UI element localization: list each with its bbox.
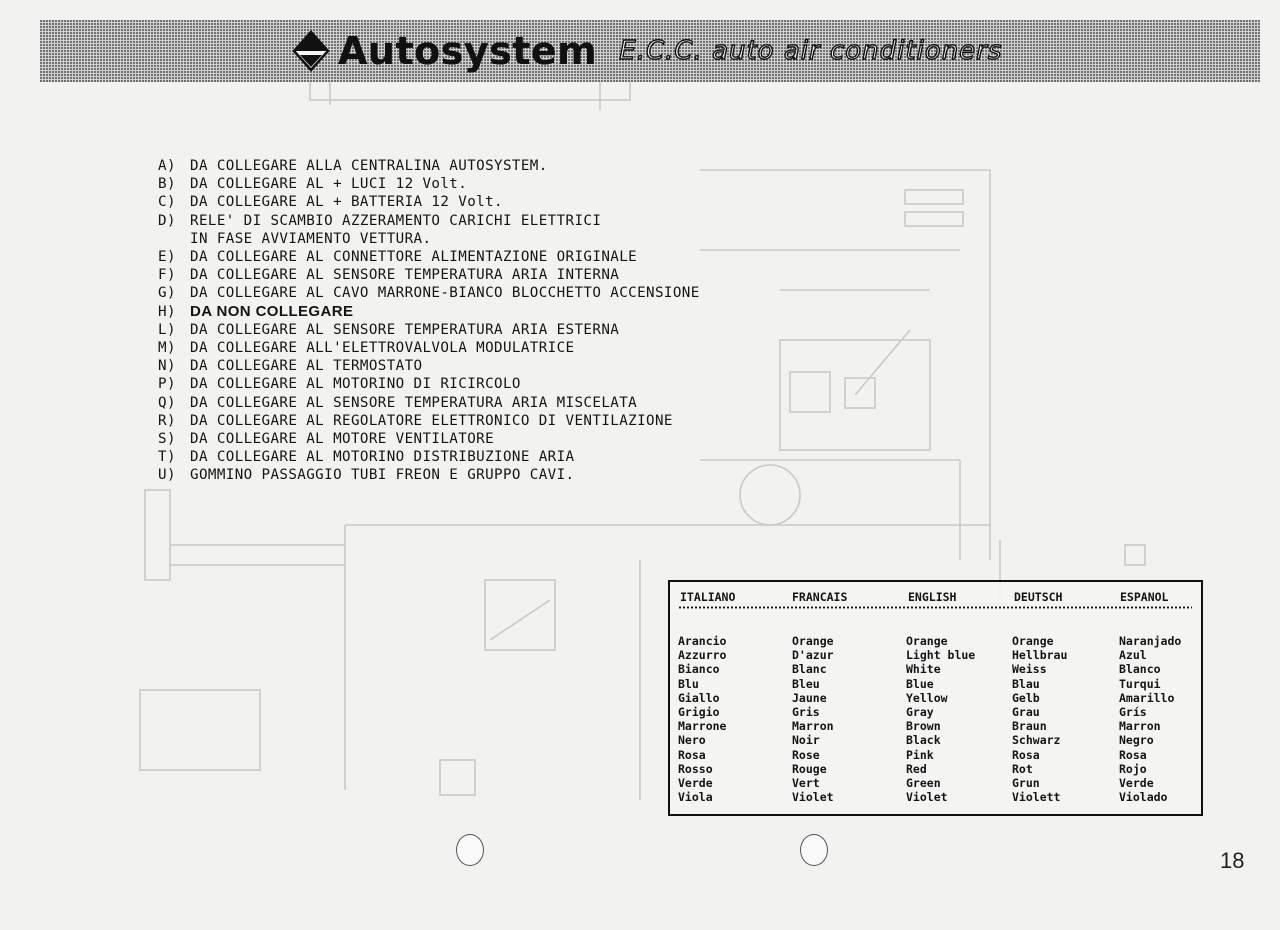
color-cell: Blu (678, 676, 699, 691)
instruction-text: DA COLLEGARE AL + BATTERIA 12 Volt. (190, 194, 503, 211)
column-deutsch (1012, 634, 1067, 804)
instruction-key: S) (158, 431, 176, 448)
instruction-key: L) (158, 321, 176, 338)
autosystem-logo-icon (292, 30, 330, 72)
color-cell: Grau (1012, 704, 1040, 719)
header-espanol: ESPANOL (1120, 590, 1169, 604)
column-espanol (1119, 634, 1181, 804)
color-cell: Weiss (1012, 662, 1047, 677)
instruction-text: DA COLLEGARE AL MOTORE VENTILATORE (190, 431, 495, 448)
color-cell: Violet (906, 790, 948, 805)
color-cell: Verde (678, 775, 713, 790)
instruction-text: DA COLLEGARE AL + LUCI 12 Volt. (190, 176, 468, 193)
color-cell: Gris (792, 704, 820, 719)
column-english (906, 634, 975, 804)
color-cell: Blue (906, 676, 934, 691)
color-cell: Blanco (1119, 662, 1161, 677)
color-cell: Blau (1012, 676, 1040, 691)
color-translation-table (668, 580, 1203, 816)
color-cell: Pink (906, 747, 934, 762)
instruction-item (158, 193, 700, 211)
instruction-text: DA COLLEGARE AL REGOLATORE ELETTRONICO DI VENTILAZIONE (190, 412, 673, 429)
header-italiano: ITALIANO (680, 590, 736, 604)
color-cell: Arancio (678, 634, 727, 648)
color-cell: Turqui (1119, 676, 1161, 691)
color-cell: Red (906, 761, 927, 776)
column-italiano (678, 634, 726, 804)
color-cell: Rosa (678, 747, 706, 762)
instruction-item (158, 303, 700, 321)
instruction-item (158, 375, 700, 393)
binder-hole-left (456, 834, 484, 866)
instruction-key: D) (158, 212, 176, 229)
color-cell: Rosa (1012, 747, 1040, 762)
color-cell: Marron (792, 719, 834, 734)
color-cell: Negro (1119, 733, 1154, 748)
instruction-key: M) (158, 340, 176, 357)
color-cell: Bianco (678, 662, 720, 677)
instruction-item (158, 394, 700, 412)
color-cell: Rouge (792, 761, 827, 776)
header-english: ENGLISH (908, 590, 957, 604)
instruction-key: U) (158, 467, 176, 484)
table-header-row (678, 590, 1198, 604)
color-cell: Schwarz (1012, 733, 1061, 748)
color-cell: Violett (1012, 790, 1061, 805)
color-cell: White (906, 662, 941, 677)
color-cell: Green (906, 775, 941, 790)
instruction-item (158, 448, 700, 466)
brand-block (286, 20, 1012, 82)
binder-hole-right (800, 834, 828, 866)
instruction-key: P) (158, 376, 176, 393)
color-cell: Azzurro (678, 648, 727, 663)
instruction-key: H) (158, 303, 176, 320)
instruction-key (158, 230, 190, 248)
color-cell: Brown (906, 719, 941, 734)
instruction-text: DA COLLEGARE AL MOTORINO DISTRIBUZIONE ARIA (190, 449, 575, 466)
instruction-key: B) (158, 176, 176, 193)
instruction-key: F) (158, 267, 176, 284)
instruction-key: C) (158, 194, 176, 211)
instruction-text: GOMMINO PASSAGGIO TUBI FREON E GRUPPO CAVI. (190, 467, 575, 484)
color-cell: Violado (1119, 790, 1168, 805)
instruction-key: E) (158, 249, 176, 266)
instruction-text: DA COLLEGARE AL CONNETTORE ALIMENTAZIONE ORIGINALE (190, 249, 638, 266)
instruction-key: A) (158, 158, 176, 174)
brand-subtitle: E.C.C. auto air conditioners (619, 36, 1003, 66)
color-cell: Grun (1012, 775, 1040, 790)
color-cell: Gelb (1012, 690, 1040, 705)
color-cell: Azul (1119, 648, 1147, 663)
color-cell: Grigio (678, 704, 720, 719)
color-cell: Rosso (678, 761, 713, 776)
color-cell: Orange (906, 634, 948, 648)
color-cell: Viola (678, 790, 713, 805)
instruction-item (158, 357, 700, 375)
color-cell: Rojo (1119, 761, 1147, 776)
color-cell: Hellbrau (1012, 648, 1068, 663)
instruction-item (158, 157, 700, 175)
color-cell: Violet (792, 790, 834, 805)
header-francais: FRANCAIS (792, 590, 848, 604)
instruction-key: R) (158, 412, 176, 429)
instruction-item (158, 248, 700, 266)
color-cell: Marron (1119, 719, 1161, 734)
color-cell: Noir (792, 733, 820, 748)
color-cell: Marrone (678, 719, 727, 734)
color-cell: Orange (792, 634, 834, 648)
instruction-text: DA COLLEGARE AL CAVO MARRONE-BIANCO BLOCCHETTO ACCENSIONE (190, 285, 700, 302)
color-cell: Rosa (1119, 747, 1147, 762)
instruction-text: RELE' DI SCAMBIO AZZERAMENTO CARICHI ELETTRICI (190, 212, 602, 229)
instruction-text: DA COLLEGARE AL SENSORE TEMPERATURA ARIA INTERNA (190, 267, 620, 284)
color-cell: Orange (1012, 634, 1054, 648)
color-cell: Bleu (792, 676, 820, 691)
color-cell: D'azur (792, 648, 834, 663)
color-cell: Braun (1012, 719, 1047, 734)
instruction-item (158, 412, 700, 430)
color-cell: Naranjado (1119, 634, 1182, 648)
instruction-key: N) (158, 358, 176, 375)
dotted-divider (678, 606, 1192, 609)
instruction-item (158, 266, 700, 284)
connection-instructions-list (158, 157, 700, 485)
instruction-key: Q) (158, 394, 176, 411)
color-cell: Vert (792, 775, 820, 790)
instruction-text: DA COLLEGARE AL TERMOSTATO (190, 358, 423, 375)
color-cell: Gray (906, 704, 934, 719)
instruction-text: DA COLLEGARE AL SENSORE TEMPERATURA ARIA MISCELATA (190, 394, 638, 411)
color-cell: Yellow (906, 690, 948, 705)
instruction-item (158, 321, 700, 339)
instruction-text: DA COLLEGARE AL MOTORINO DI RICIRCOLO (190, 376, 521, 393)
color-cell: Nero (678, 733, 706, 748)
instruction-item (158, 175, 700, 193)
instruction-text: DA COLLEGARE ALL'ELETTROVALVOLA MODULATRICE (190, 340, 575, 357)
page-number: 18 (1220, 848, 1245, 873)
header-deutsch: DEUTSCH (1014, 590, 1063, 604)
color-cell: Jaune (792, 690, 827, 705)
instruction-item (158, 212, 700, 230)
color-cell: Amarillo (1119, 690, 1175, 705)
instruction-key: T) (158, 449, 176, 466)
brand-name: Autosystem (338, 29, 598, 73)
instruction-item (158, 230, 700, 248)
instruction-item (158, 466, 700, 484)
instruction-key: G) (158, 285, 176, 302)
color-cell: Light blue (906, 648, 976, 663)
instruction-item (158, 284, 700, 302)
instruction-item (158, 430, 700, 448)
color-cell: Black (906, 733, 941, 748)
color-cell: Rose (792, 747, 820, 762)
color-cell: Giallo (678, 690, 720, 705)
instruction-text: DA COLLEGARE AL SENSORE TEMPERATURA ARIA ESTERNA (190, 321, 620, 338)
color-cell: Rot (1012, 761, 1033, 776)
instruction-text: DA NON COLLEGARE (190, 302, 354, 320)
color-cell: Grís (1119, 704, 1147, 719)
color-cell: Blanc (792, 662, 827, 677)
instruction-text: DA COLLEGARE ALLA CENTRALINA AUTOSYSTEM. (190, 158, 548, 174)
instruction-item (158, 339, 700, 357)
column-francais (792, 634, 834, 804)
color-cell: Verde (1119, 775, 1154, 790)
instruction-text: IN FASE AVVIAMENTO VETTURA. (190, 230, 432, 247)
